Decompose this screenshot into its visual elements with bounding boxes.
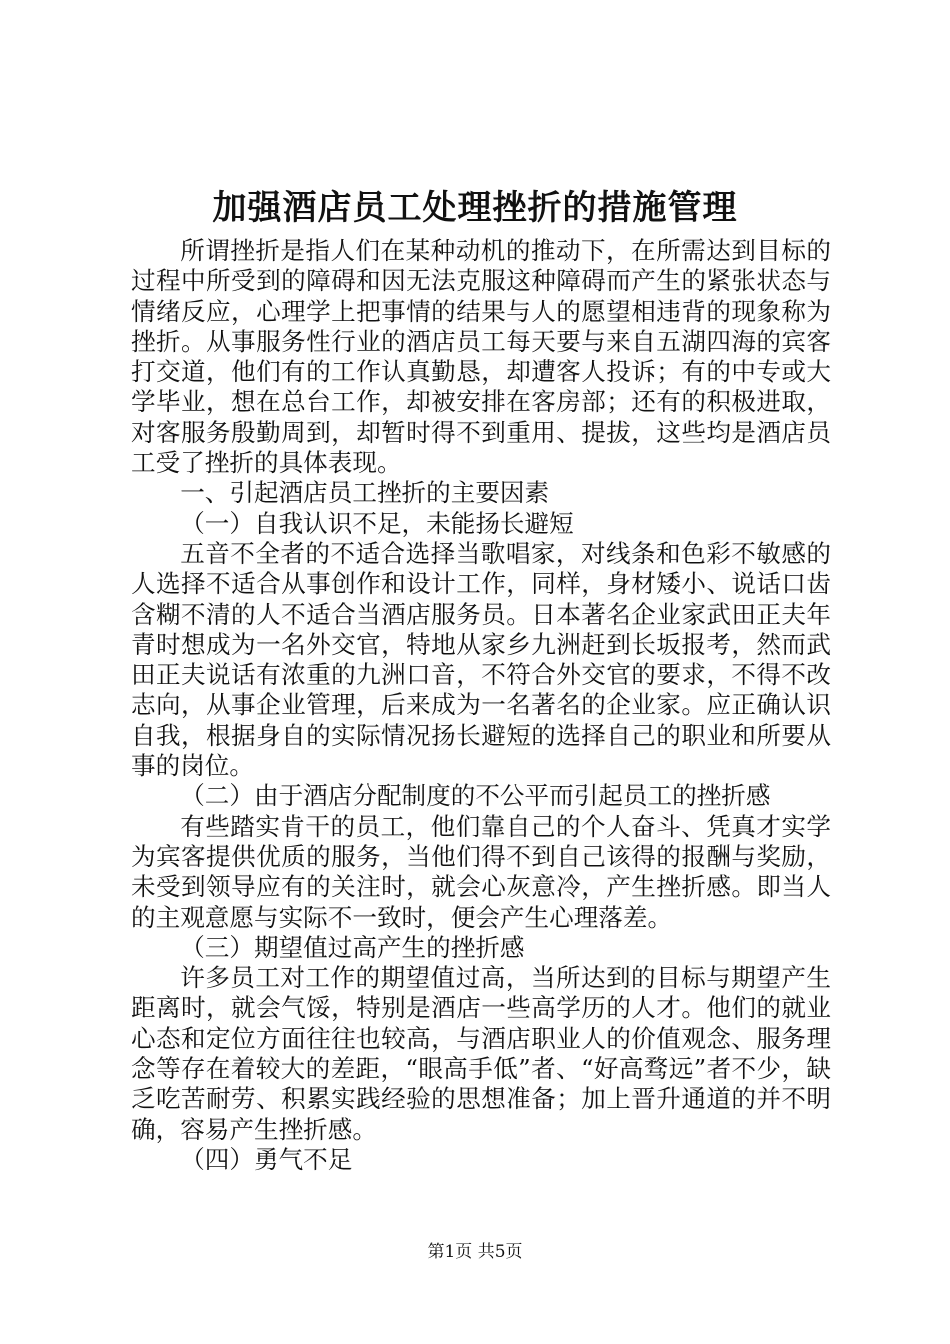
subsection-heading-4: （四）勇气不足: [180, 1144, 353, 1174]
subsection-heading-2: （二）由于酒店分配制度的不公平而引起员工的挫折感: [180, 781, 771, 811]
paragraph-2: 有些踏实肯干的员工，他们靠自己的个人奋斗、凭真才实学为宾客提供优质的服务，当他们得不到自己该得的报酬与奖励，未受到领导应有的关注时，就会心灰意冷，产生挫折感。即当人的主观意愿与实际不一致时，便会产生心理落差。: [131, 811, 831, 932]
page-number-footer: 第1页 共5页: [427, 1242, 523, 1262]
section-heading-1: 一、引起酒店员工挫折的主要因素: [180, 478, 550, 508]
document-title: 加强酒店员工处理挫折的措施管理: [212, 188, 738, 228]
subsection-heading-3: （三）期望值过高产生的挫折感: [180, 932, 525, 962]
paragraph-intro: 所谓挫折是指人们在某种动机的推动下，在所需达到目标的过程中所受到的障碍和因无法克服这种障碍而产生的紧张状态与情绪反应，心理学上把事情的结果与人的愿望相违背的现象称为挫折。从事服务性行业的酒店员工每天要与来自五湖四海的宾客打交道，他们有的工作认真勤恳，却遭客人投诉；有的中专或大学毕业，想在总台工作，却被安排在客房部；还有的积极进取，对客服务殷勤周到，却暂时得不到重用、提拔，这些均是酒店员工受了挫折的具体表现。: [131, 236, 831, 478]
document-body: [131, 236, 831, 1175]
subsection-heading-1: （一）自我认识不足，未能扬长避短: [180, 508, 574, 538]
paragraph-1: 五音不全者的不适合选择当歌唱家，对线条和色彩不敏感的人选择不适合从事创作和设计工作，同样，身材矮小、说话口齿含糊不清的人不适合当酒店服务员。日本著名企业家武田正夫年青时想成为一名外交官，特地从家乡九洲赶到长坂报考，然而武田正夫说话有浓重的九洲口音，不符合外交官的要求，不得不改志向，从事企业管理，后来成为一名著名的企业家。应正确认识自我，根据身自的实际情况扬长避短的选择自己的职业和所要从事的岗位。: [131, 538, 831, 781]
paragraph-3: 许多员工对工作的期望值过高，当所达到的目标与期望产生距离时，就会气馁，特别是酒店一些高学历的人才。他们的就业心态和定位方面往往也较高，与酒店职业人的价值观念、服务理念等存在着较大的差距，“眼高手低”者、“好高骛远”者不少，缺乏吃苦耐劳、积累实践经验的思想准备；加上晋升通道的并不明确，容易产生挫折感。: [131, 963, 831, 1144]
